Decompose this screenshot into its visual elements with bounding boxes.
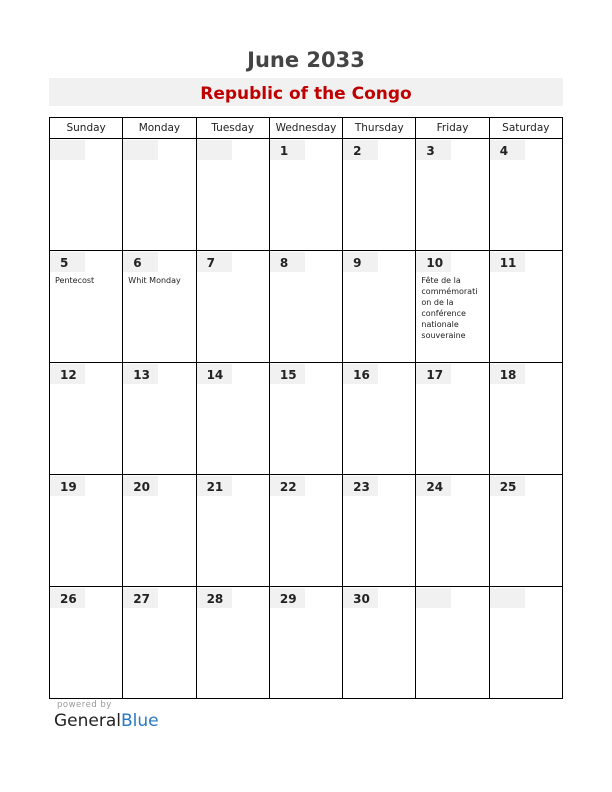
powered-by-label: powered by [57, 700, 112, 710]
day-cell [416, 475, 489, 587]
day-number: 11 [490, 252, 525, 272]
day-cell [196, 475, 269, 587]
calendar-week-row [50, 587, 563, 699]
weekday-monday: Monday [123, 118, 196, 139]
empty-day-cell [489, 587, 562, 699]
country-banner [49, 78, 563, 106]
country-name: Republic of the Congo [200, 84, 412, 104]
calendar-grid [49, 117, 563, 699]
day-number: 30 [343, 588, 378, 608]
day-number: 10 [416, 252, 451, 272]
day-number: 7 [197, 252, 232, 272]
day-number: 19 [50, 476, 85, 496]
day-number: 1 [270, 140, 305, 160]
day-number: 5 [50, 252, 85, 272]
empty-day-cell [416, 587, 489, 699]
brand-general: General [54, 711, 121, 731]
day-number: 24 [416, 476, 451, 496]
day-cell [343, 587, 416, 699]
day-number: 20 [123, 476, 158, 496]
day-number: 29 [270, 588, 305, 608]
day-number [416, 588, 451, 608]
day-cell [343, 363, 416, 475]
weekday-wednesday: Wednesday [269, 118, 342, 139]
day-cell [489, 139, 562, 251]
day-number: 2 [343, 140, 378, 160]
day-number: 22 [270, 476, 305, 496]
day-cell [196, 363, 269, 475]
day-cell [416, 251, 489, 363]
day-cell [50, 475, 123, 587]
day-cell [123, 475, 196, 587]
day-cell [269, 139, 342, 251]
empty-day-cell [50, 139, 123, 251]
day-cell [269, 251, 342, 363]
day-number: 27 [123, 588, 158, 608]
holiday-label: Whit Monday [128, 276, 181, 285]
calendar-week-row [50, 251, 563, 363]
day-cell [123, 251, 196, 363]
day-cell [196, 587, 269, 699]
day-cell [416, 139, 489, 251]
day-cell [489, 251, 562, 363]
day-number: 25 [490, 476, 525, 496]
day-cell [343, 475, 416, 587]
day-cell [269, 363, 342, 475]
day-cell [269, 587, 342, 699]
day-number [490, 588, 525, 608]
weekday-tuesday: Tuesday [196, 118, 269, 139]
day-number: 15 [270, 364, 305, 384]
day-number: 17 [416, 364, 451, 384]
day-number: 9 [343, 252, 378, 272]
page-title: June 2033 [247, 48, 365, 72]
empty-day-cell [196, 139, 269, 251]
day-number: 23 [343, 476, 378, 496]
day-number: 14 [197, 364, 232, 384]
weekday-friday: Friday [416, 118, 489, 139]
day-cell [123, 363, 196, 475]
day-number: 8 [270, 252, 305, 272]
holiday-label: Pentecost [55, 276, 95, 285]
day-number: 16 [343, 364, 378, 384]
day-cell [50, 251, 123, 363]
day-number: 6 [123, 252, 158, 272]
day-cell [489, 363, 562, 475]
day-number: 26 [50, 588, 85, 608]
calendar-week-row [50, 139, 563, 251]
weekday-sunday: Sunday [50, 118, 123, 139]
day-number: 21 [197, 476, 232, 496]
day-number: 28 [197, 588, 232, 608]
calendar-body [50, 139, 563, 699]
calendar-week-row [50, 475, 563, 587]
day-cell [50, 363, 123, 475]
weekday-saturday: Saturday [489, 118, 562, 139]
day-number: 4 [490, 140, 525, 160]
day-cell [343, 139, 416, 251]
day-cell [50, 587, 123, 699]
day-cell [416, 363, 489, 475]
day-number: 3 [416, 140, 451, 160]
day-number: 12 [50, 364, 85, 384]
day-number [123, 140, 158, 160]
day-number [197, 140, 232, 160]
day-number [50, 140, 85, 160]
weekday-thursday: Thursday [343, 118, 416, 139]
weekday-header-row [50, 118, 563, 139]
day-cell [196, 251, 269, 363]
brand-blue: Blue [121, 711, 159, 731]
day-number: 13 [123, 364, 158, 384]
holiday-label: Fête de la commémorati on de la conférence nationale souveraine [421, 276, 478, 340]
brand-logo [54, 711, 159, 731]
day-cell [123, 587, 196, 699]
day-cell [269, 475, 342, 587]
day-number: 18 [490, 364, 525, 384]
empty-day-cell [123, 139, 196, 251]
calendar-week-row [50, 363, 563, 475]
day-cell [343, 251, 416, 363]
day-cell [489, 475, 562, 587]
